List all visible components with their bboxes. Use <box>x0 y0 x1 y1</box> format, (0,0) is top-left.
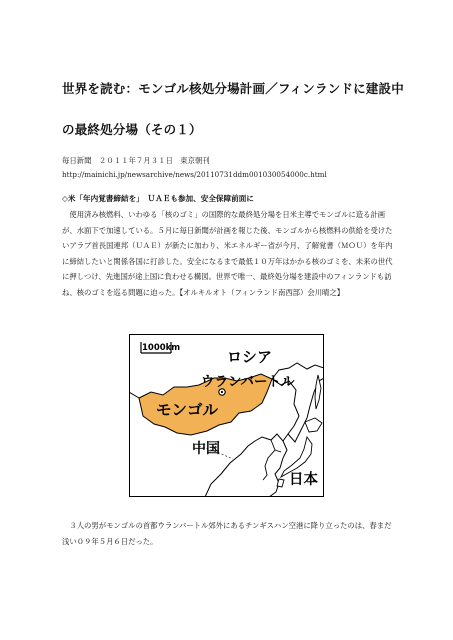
label-russia: ロシア <box>227 348 273 366</box>
source-url[interactable]: http://mainichi.jp/newsarchive/news/20110731ddm001030054000c.html <box>62 170 327 179</box>
label-japan: 日本 <box>289 472 318 488</box>
article-subheading: ◇米「年内覚書締結を」 ＵＡＥも参加、安全保障前面に <box>62 194 254 203</box>
article-title-line-2: の最終処分場（その１） <box>62 122 202 137</box>
label-china: 中国 <box>192 441 220 457</box>
source-line: 毎日新聞 ２０１１年７月３１日 東京朝刊 <box>62 156 210 165</box>
map-figure <box>129 334 324 497</box>
scale-label: 1000km <box>142 343 181 353</box>
article-title-line-1: 世界を読む：モンゴル核処分場計画／フィンランドに建設中 <box>62 81 404 96</box>
scale-bar <box>141 342 180 353</box>
label-ulaanbaatar: ウランバートル <box>201 374 295 390</box>
label-mongolia: モンゴル <box>156 401 219 419</box>
article-paragraph-2: ３人の男がモンゴルの首都ウランバートル郊外にあるチンギスハン空港に降り立ったのは、春まだ浅い０９年５月６日だった。 <box>62 521 392 546</box>
article-paragraph-1: 使用済み核燃料、いわゆる「核のゴミ」の国際的な最終処分場を日米主導でモンゴルに造る計画が、水面下で加速している。５月に毎日新聞が計画を報じた後、モンゴルから核燃料の供給を受けたいアラブ首長国連邦（ＵＡＥ）が新たに加わり、米エネルギー省が今月、了解覚書（ＭＯＵ）を年内に締結したいと関係各国に打診した。安全になるまで最低１０万年はかかる核のゴミを、未来の世代に押しつけ、先進国が途上国に負わせる構図。世界で唯一、最終処分場を建設中のフィンランドも訪ね、核のゴミを巡る問題に迫った。【オルキルオト（フィンランド南西部）会川晴之】 <box>62 210 393 297</box>
